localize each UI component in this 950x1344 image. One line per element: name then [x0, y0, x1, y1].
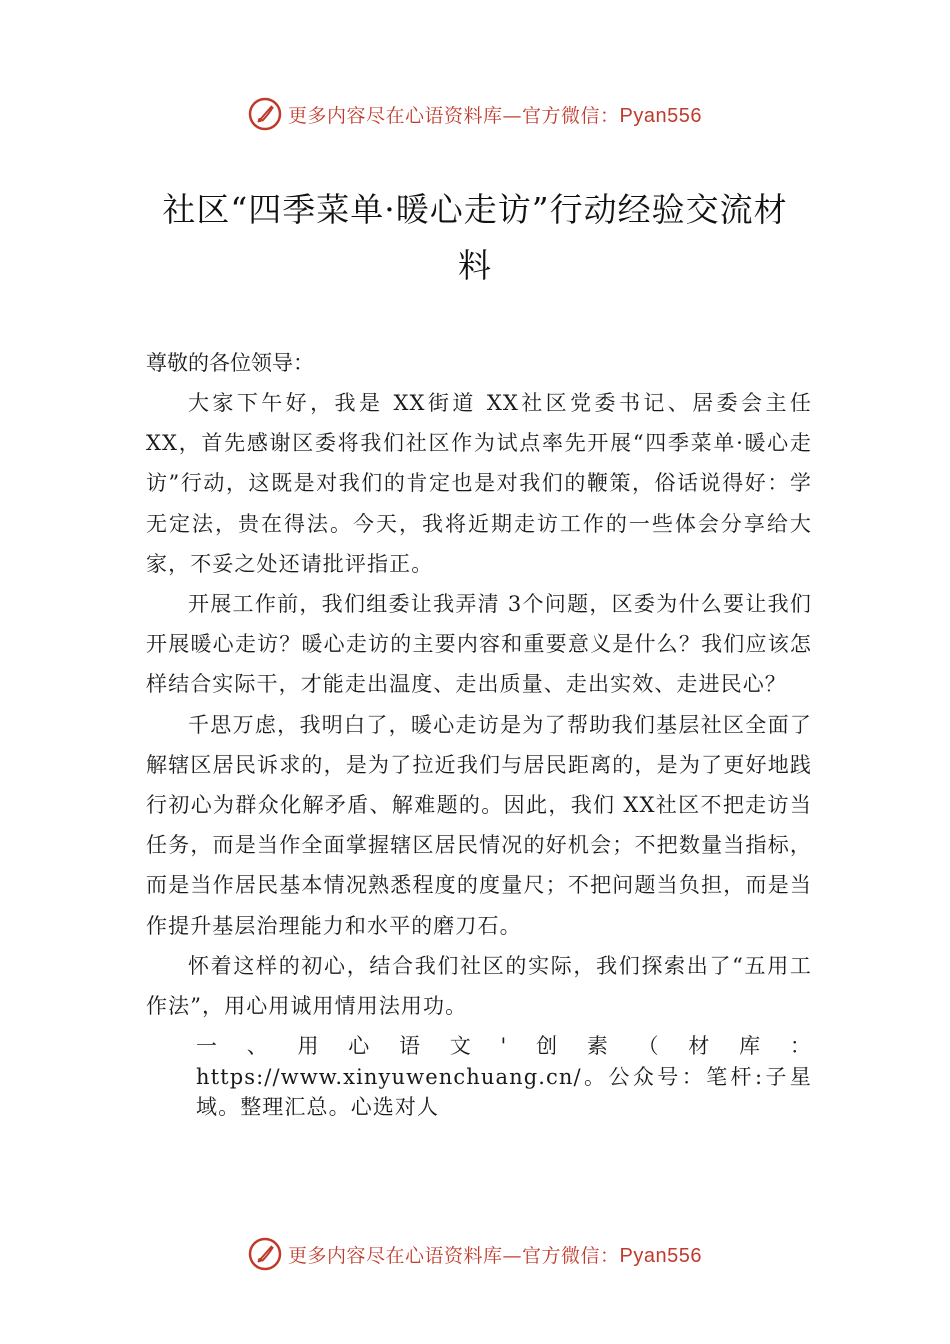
salutation: 尊敬的各位领导：	[146, 351, 314, 375]
banner-text	[288, 1241, 702, 1268]
paragraph: 千思万虑，我明白了，暖心走访是为了帮助我们基层社区全面了解辖区居民诉求的，是为了拉近我们与居民距离的，是为了更好地践行初心为群众化解矛盾、解难题的。因此，我们 XX社区不把走访当任务，而是当作全面掌握辖区居民情况的好机会；不把数量当指标，而是当作居民基本情况熟悉程度的度量尺；不把问题当负担，而是当作提升基层治理能力和水平的磨刀石。	[146, 712, 812, 938]
banner-label: 更多内容尽在心语资料库—官方微信：	[288, 1244, 620, 1267]
paragraph: 大家下午好，我是 XX街道 XX社区党委书记、居委会主任 XX，首先感谢区委将我们社区作为试点率先开展“四季菜单·暖心走访”行动，这既是对我们的肯定也是对我们的鞭策，俗话说得好：学无定法，贵在得法。今天，我将近期走访工作的一些体会分享给大家，不妥之处还请批评指正。	[146, 391, 812, 576]
document-title	[140, 182, 810, 294]
banner-text	[288, 101, 702, 128]
wechat-id: Pyan556	[619, 104, 702, 127]
header-banner	[0, 94, 950, 134]
section-heading-1: 一、用心语文'创素（材库：https://www.xinyuwenchuang.cn/。公众号：笔杆:子星域。整理汇总。心选对人	[196, 1034, 812, 1120]
paragraph: 怀着这样的初心，结合我们社区的实际，我们探索出了“五用工作法”，用心用诚用情用法用功。	[146, 953, 812, 1019]
wechat-id: Pyan556	[619, 1244, 702, 1267]
title-line-1: 社区“四季菜单·暖心走访”行动经验交流材	[162, 190, 788, 229]
quill-logo-icon	[248, 1237, 282, 1271]
banner-label: 更多内容尽在心语资料库—官方微信：	[288, 104, 620, 127]
quill-logo-icon	[248, 97, 282, 131]
paragraph: 开展工作前，我们组委让我弄清 3个问题，区委为什么要让我们开展暖心走访？暖心走访的主要内容和重要意义是什么？我们应该怎样结合实际干，才能走出温度、走出质量、走出实效、走进民心？	[146, 592, 812, 697]
footer-banner	[0, 1234, 950, 1274]
title-line-2: 料	[458, 246, 492, 285]
document-body	[146, 383, 812, 1123]
